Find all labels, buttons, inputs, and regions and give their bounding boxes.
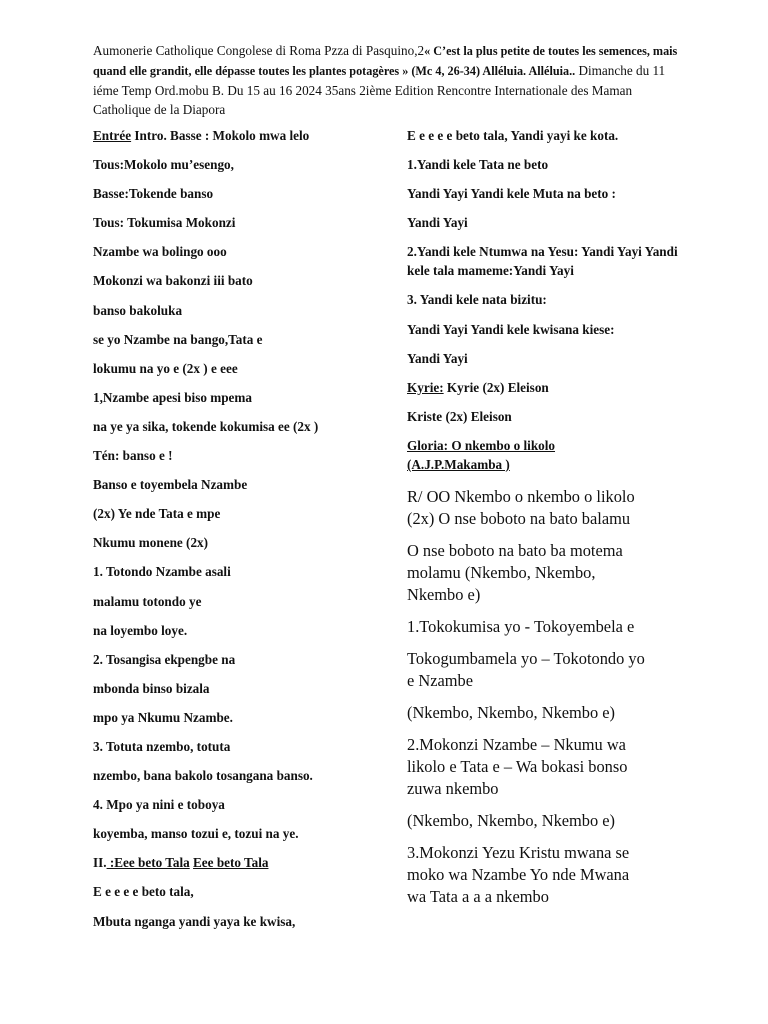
- lyric-line: Mokonzi wa bakonzi iii bato: [93, 273, 253, 289]
- gloria-line: moko wa Nzambe Yo nde Mwana: [407, 864, 630, 884]
- entree-lyrics: [93, 155, 393, 843]
- lyric-line: Banso e toyembela Nzambe: [93, 477, 248, 493]
- lyric-line: E e e e e beto tala,: [93, 884, 194, 900]
- gloria-line: 1.Tokokumisa yo - Tokoyembela e: [407, 616, 635, 636]
- gloria-line: (Nkembo, Nkembo, Nkembo e): [407, 810, 616, 830]
- lyric-line: mpo ya Nkumu Nzambe.: [93, 709, 233, 725]
- header-event: Dimanche du 11 iéme Temp Ord.mobu B. Du 15 au 16 2024 35ans 2ième Edition Rencontre Internationale des Maman Catholique de la Diapora: [93, 63, 666, 117]
- lyric-line: Tous:Mokolo mu’esengo,: [93, 157, 234, 173]
- gloria-line: wa Tata a a a nkembo: [407, 886, 549, 906]
- left-column: [93, 126, 393, 941]
- gloria-line: molamu (Nkembo, Nkembo,: [407, 562, 596, 582]
- gloria-line: e Nzambe: [407, 670, 473, 690]
- lyric-line: Yandi Yayi: [407, 350, 468, 366]
- section-2-prefix: II.: [93, 855, 107, 871]
- gloria-stanza-refrain: [407, 486, 682, 530]
- gloria-stanza-p3: [407, 648, 682, 692]
- lyric-line: Yandi Yayi Yandi kele Muta na beto :: [407, 186, 616, 202]
- lyric-line: koyemba, manso tozui e, tozui na ye.: [93, 826, 299, 842]
- lyric-line: na loyembo loye.: [93, 622, 188, 638]
- lyric-line: E e e e e beto tala, Yandi yayi ke kota.: [407, 128, 619, 143]
- header-parish: Aumonerie Catholique Congolese di Roma Pzza di Pasquino,2: [93, 43, 425, 58]
- gloria-line: (2x) O nse boboto na bato balamu: [407, 508, 631, 528]
- lyric-line: 2.Yandi kele Ntumwa na Yesu: Yandi Yayi Yandi kele tala mameme:Yandi Yayi: [407, 244, 678, 279]
- lyric-line: 1. Totondo Nzambe asali: [93, 564, 231, 580]
- gloria-title: Gloria: O nkembo o likolo: [407, 437, 556, 453]
- gloria-stanza-p4: [407, 702, 682, 724]
- gloria-lyrics: [407, 486, 682, 908]
- lyric-line: Tous: Tokumisa Mokonzi: [93, 215, 236, 231]
- lyric-line: 1,Nzambe apesi biso mpema: [93, 389, 252, 405]
- gloria-line: Tokogumbamela yo – Tokotondo yo: [407, 648, 645, 668]
- lyric-line: banso bakoluka: [93, 302, 183, 318]
- lyric-line: Nkumu monene (2x): [93, 535, 209, 551]
- right-column: [407, 126, 682, 918]
- lyric-line: Yandi Yayi Yandi kele kwisana kiese:: [407, 321, 615, 337]
- lyric-line: se yo Nzambe na bango,Tata e: [93, 331, 263, 347]
- gloria-stanza-p5: [407, 734, 682, 800]
- offertory-lyrics: [407, 126, 682, 368]
- gloria-line: O nse boboto na bato ba motema: [407, 540, 623, 560]
- kyrie-text: Kyrie (2x) Eleison: [443, 379, 549, 395]
- header-gospel-quote: « C’est la plus petite de toutes les semences, mais quand elle grandit, elle dépasse toutes les plantes potagères » (Mc 4, 26-34) Alléluia. Alléluia..: [93, 44, 678, 78]
- gloria-line: zuwa nkembo: [407, 778, 499, 798]
- lyric-line: 3. Yandi kele nata bizitu:: [407, 292, 547, 308]
- gloria-line: likolo e Tata e – Wa bokasi bonso: [407, 756, 628, 776]
- lyric-line: Tén: banso e !: [93, 448, 173, 464]
- lyric-line: malamu totondo ye: [93, 593, 202, 609]
- kyrie-label: Kyrie:: [407, 379, 444, 395]
- gloria-line: 3.Mokonzi Yezu Kristu mwana se: [407, 842, 630, 862]
- gloria-heading: [407, 436, 682, 474]
- page-header: [93, 41, 683, 119]
- lyric-line: 3. Totuta nzembo, totuta: [93, 738, 231, 754]
- lyric-line: 2. Tosangisa ekpengbe na: [93, 651, 236, 667]
- gloria-stanza-p7: [407, 842, 682, 908]
- lyric-line: Mbuta nganga yandi yaya ke kwisa,: [93, 913, 296, 929]
- gloria-line: Nkembo e): [407, 584, 481, 604]
- gloria-stanza-p1: [407, 540, 682, 606]
- kyrie-line: [407, 378, 682, 397]
- entree-label: Entrée: [93, 128, 132, 143]
- entree-text: Intro. Basse : Mokolo mwa lelo: [131, 128, 310, 143]
- lyric-line: na ye ya sika, tokende kokumisa ee (2x ): [93, 418, 319, 434]
- gloria-stanza-p2: [407, 616, 682, 638]
- kriste-line: Kriste (2x) Eleison: [407, 408, 512, 424]
- section-2-title: :Eee beto Tala: [106, 855, 190, 871]
- section-2-lyrics: [93, 882, 393, 930]
- lyric-line: 1.Yandi kele Tata ne beto: [407, 157, 549, 173]
- gloria-author: (A.J.P.Makamba ): [407, 456, 510, 472]
- gloria-stanza-p6: [407, 810, 682, 832]
- lyric-line: mbonda binso bizala: [93, 680, 210, 696]
- lyric-line: Basse:Tokende banso: [93, 186, 214, 202]
- section-2-heading: [93, 853, 393, 872]
- lyric-line: Nzambe wa bolingo ooo: [93, 244, 227, 260]
- gloria-line: (Nkembo, Nkembo, Nkembo e): [407, 702, 616, 722]
- lyric-line: (2x) Ye nde Tata e mpe: [93, 506, 221, 522]
- gloria-line: 2.Mokonzi Nzambe – Nkumu wa: [407, 734, 626, 754]
- section-2-title-repeat: Eee beto Tala: [193, 855, 269, 871]
- lyric-line: 4. Mpo ya nini e toboya: [93, 797, 225, 813]
- entree-line: [93, 126, 393, 145]
- lyric-line: Yandi Yayi: [407, 215, 468, 231]
- gloria-line: R/ OO Nkembo o nkembo o likolo: [407, 486, 635, 506]
- lyric-line: lokumu na yo e (2x ) e eee: [93, 360, 238, 376]
- lyric-line: nzembo, bana bakolo tosangana banso.: [93, 768, 313, 784]
